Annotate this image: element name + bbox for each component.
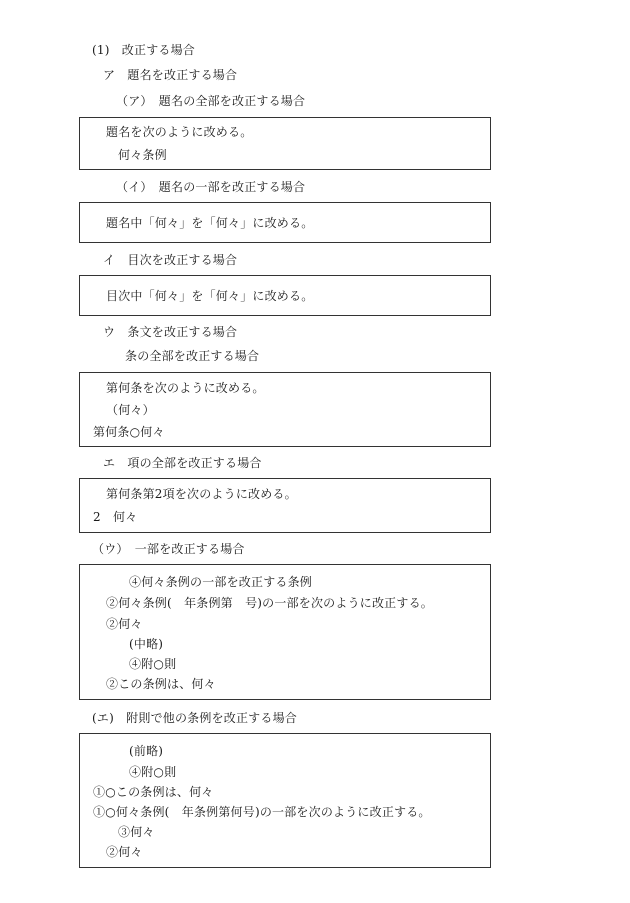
example-box-paragraph-whole bbox=[79, 478, 491, 533]
heading-1-amend: (1) 改正する場合 bbox=[92, 43, 195, 57]
box-line: ④附○則 bbox=[129, 657, 177, 671]
box-line: （何々） bbox=[106, 403, 155, 417]
box-line: 第何条を次のように改める。 bbox=[106, 381, 265, 395]
box-line: ①○何々条例( 年条例第何号)の一部を次のように改正する。 bbox=[93, 805, 431, 819]
heading-e-paragraph: エ 項の全部を改正する場合 bbox=[103, 456, 262, 470]
box-line: 題名を次のように改める。 bbox=[106, 125, 253, 139]
heading-a-title: ア 題名を改正する場合 bbox=[103, 68, 238, 82]
example-box-title-whole bbox=[79, 117, 491, 170]
box-line: 題名中「何々」を「何々」に改める。 bbox=[106, 216, 314, 230]
box-line: ②何々 bbox=[106, 845, 143, 859]
example-box-article-whole bbox=[79, 372, 491, 447]
box-line: (前略) bbox=[129, 744, 164, 758]
box-line: 第何条第2項を次のように改める。 bbox=[106, 487, 297, 501]
box-line: ③何々 bbox=[118, 825, 155, 839]
box-line: ④附○則 bbox=[129, 765, 177, 779]
box-line: 何々条例 bbox=[118, 148, 167, 162]
heading-u2-partial: （ウ） 一部を改正する場合 bbox=[92, 542, 245, 556]
box-line: ②この条例は、何々 bbox=[106, 677, 216, 691]
heading-a2-title-part: （イ） 題名の一部を改正する場合 bbox=[116, 180, 306, 194]
box-line: ②何々条例( 年条例第 号)の一部を次のように改正する。 bbox=[106, 596, 433, 610]
example-box-title-part bbox=[79, 202, 491, 243]
example-box-toc bbox=[79, 275, 491, 316]
box-line: 目次中「何々」を「何々」に改める。 bbox=[106, 289, 314, 303]
box-line: 第何条○何々 bbox=[93, 425, 165, 439]
heading-u-article: ウ 条文を改正する場合 bbox=[103, 325, 238, 339]
heading-u-sub-whole-article: 条の全部を改正する場合 bbox=[125, 349, 260, 363]
example-box-partial-amend bbox=[79, 564, 491, 700]
box-line: ①○この条例は、何々 bbox=[93, 785, 214, 799]
box-line: ②何々 bbox=[106, 617, 143, 631]
box-line: (中略) bbox=[129, 637, 164, 651]
example-box-supplementary bbox=[79, 733, 491, 868]
heading-e2-supplementary: (エ) 附則で他の条例を改正する場合 bbox=[92, 711, 297, 725]
box-line: ④何々条例の一部を改正する条例 bbox=[129, 575, 313, 589]
heading-i-toc: イ 目次を改正する場合 bbox=[103, 253, 238, 267]
box-line: 2 何々 bbox=[93, 510, 138, 524]
heading-a1-title-whole: （ア） 題名の全部を改正する場合 bbox=[116, 94, 306, 108]
